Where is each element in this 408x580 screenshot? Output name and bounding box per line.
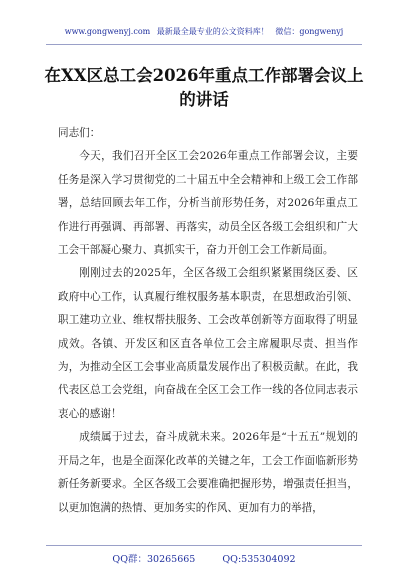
header-slogan: 最新最全最专业的公文资料库！ xyxy=(156,27,269,36)
salutation: 同志们： xyxy=(58,127,101,139)
footer-qq-group: QQ群：30265665 xyxy=(112,554,196,565)
footer-qq: QQ:535304092 xyxy=(222,554,296,565)
header-divider xyxy=(46,44,362,45)
paragraph: 今天，我们召开全区工会2026年重点工作部署会议，主要任务是深入学习贯彻党的二十届五中全会精神和上级工会工作部署，总结回顾去年工作，分析当前形势任务，对2026年重点工作进行再强调、再部署、再落实，动员全区各级工会组织和广大工会干部凝心聚力、真抓实干，奋力开创工会工作新局面。 xyxy=(58,150,358,257)
header-wechat: 微信：gongwenyj xyxy=(275,27,344,36)
paragraph: 刚刚过去的2025年，全区各级工会组织紧紧围绕区委、区政府中心工作，认真履行维权服务基本职责，在思想政治引领、职工建功立业、维权帮扶服务、工会改革创新等方面取得了明显成效。各镇、开发区和区直各单位工会主席履职尽责、担当作为，为推动全区工会事业高质量发展作出了积极贡献。在此，我代表区总工会党组，向奋战在全区工会工作一线的各位同志表示衷心的感谢！ xyxy=(58,267,358,420)
header-website: www.gongwenyj.com xyxy=(64,27,151,36)
page-footer xyxy=(0,551,408,565)
document-title: 在XX区总工会2026年重点工作部署会议上的讲话 xyxy=(44,66,364,109)
document-body xyxy=(58,122,358,520)
page-header xyxy=(0,26,408,37)
footer-divider xyxy=(46,545,362,546)
paragraph: 成绩属于过去，奋斗成就未来。2026年是“十五五”规划的开局之年，也是全面深化改革的关键之年，工会工作面临新形势新任务新要求。全区各级工会要准确把握形势，增强责任担当，以更加饱满的热情、更加务实的作风、更加有力的举措， xyxy=(58,431,358,514)
